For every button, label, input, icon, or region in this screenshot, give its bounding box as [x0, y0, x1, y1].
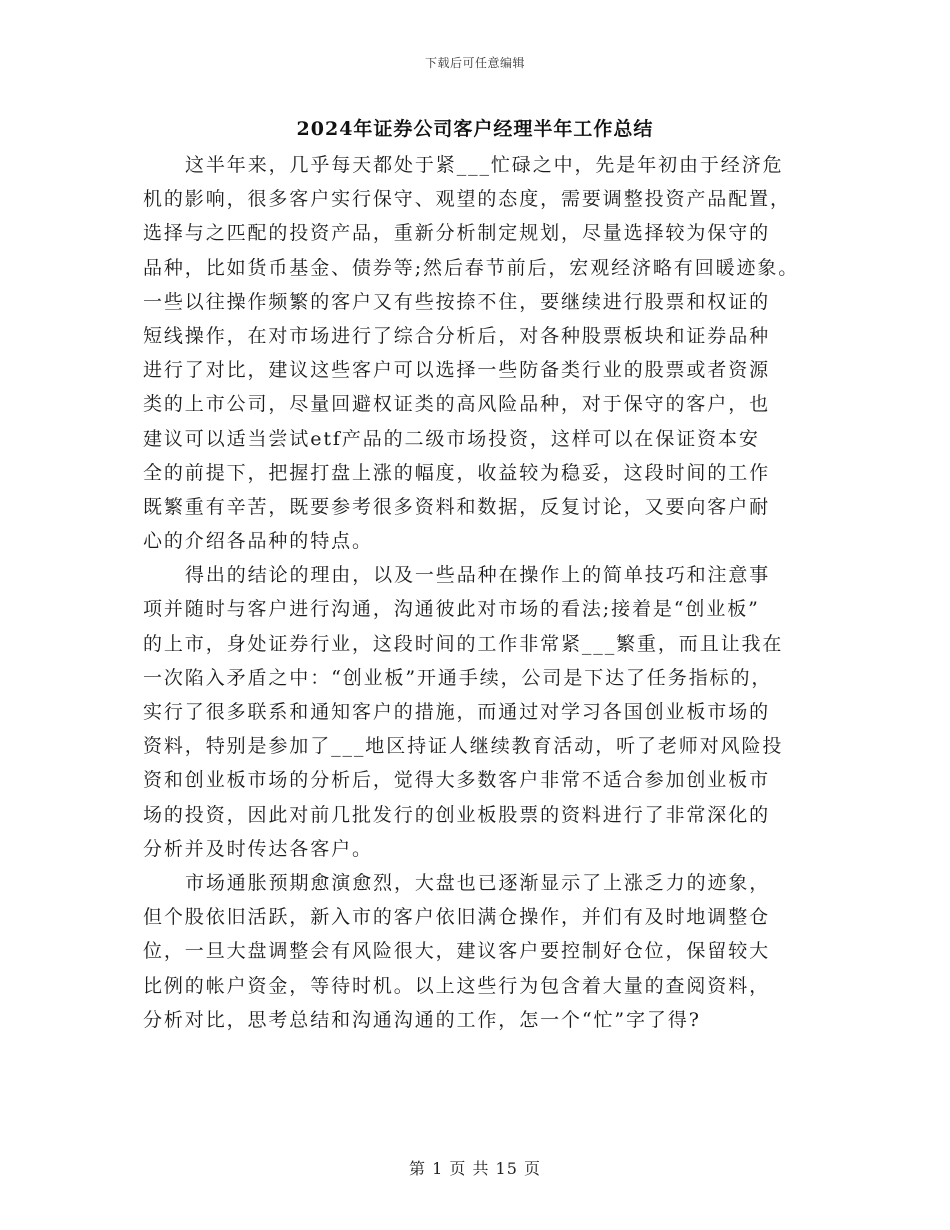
paragraph-line: 项并随时与客户进行沟通，沟通彼此对市场的看法;接着是“创业板”	[143, 598, 760, 621]
paragraph-line: 资料，特别是参加了___地区持证人继续教育活动，听了老师对风险投	[143, 735, 784, 758]
paragraph-line: 场的投资，因此对前几批发行的创业板股票的资料进行了非常深化的	[143, 803, 771, 826]
paragraph-line: 比例的帐户资金，等待时机。以上这些行为包含着大量的查阅资料，	[143, 974, 771, 997]
paragraph-3	[143, 866, 815, 1037]
paragraph-line: 但个股依旧活跃，新入市的客户依旧满仓操作，并们有及时地调整仓	[143, 906, 771, 929]
paragraph-2	[143, 558, 815, 866]
paragraph-line: 选择与之匹配的投资产品，重新分析制定规划，尽量选择较为保守的	[143, 222, 771, 245]
paragraph-line: 实行了很多联系和通知客户的措施，而通过对学习各国创业板市场的	[143, 701, 771, 723]
paragraph-line: 一次陷入矛盾之中：“创业板”开通手续，公司是下达了任务指标的，	[143, 666, 773, 689]
paragraph-line: 一些以往操作频繁的客户又有些按捺不住，要继续进行股票和权证的	[143, 290, 771, 313]
document-title: 2024年证券公司客户经理半年工作总结	[296, 118, 654, 140]
document-body	[143, 148, 815, 1037]
paragraph-line: 的上市，身处证券行业，这段时间的工作非常紧___繁重，而且让我在	[143, 632, 784, 655]
paragraph-line: 类的上市公司，尽量回避权证类的高风险品种，对于保守的客户，也	[143, 393, 771, 416]
paragraph-line: 短线操作，在对市场进行了综合分析后，对各种股票板块和证券品种	[143, 324, 771, 347]
paragraph-line: 机的影响，很多客户实行保守、观望的态度，需要调整投资产品配置，	[143, 188, 791, 211]
paragraph-line: 全的前提下，把握打盘上涨的幅度，收益较为稳妥，这段时间的工作	[143, 461, 771, 484]
paragraph-line: 得出的结论的理由，以及一些品种在操作上的简单技巧和注意事	[185, 564, 771, 587]
paragraph-line: 市场通胀预期愈演愈烈，大盘也已逐渐显示了上涨乏力的迹象，	[185, 871, 771, 894]
paragraph-line: 分析对比，思考总结和沟通沟通的工作，怎一个“忙”字了得?	[143, 1008, 701, 1031]
page-header-note: 下载后可任意编辑	[424, 56, 525, 70]
paragraph-line: 资和创业板市场的分析后，觉得大多数客户非常不适合参加创业板市	[143, 769, 771, 792]
page-number: 第 1 页 共 15 页	[409, 1159, 541, 1178]
paragraph-line: 既繁重有辛苦，既要参考很多资料和数据，反复讨论，又要向客户耐	[143, 495, 771, 518]
paragraph-line: 品种，比如货币基金、债券等;然后春节前后，宏观经济略有回暖迹象。	[143, 256, 800, 279]
paragraph-line: 建议可以适当尝试etf产品的二级市场投资，这样可以在保证资本安	[143, 427, 760, 450]
paragraph-line: 这半年来，几乎每天都处于紧___忙碌之中，先是年初由于经济危	[185, 154, 784, 176]
paragraph-line: 心的介绍各品种的特点。	[143, 530, 373, 553]
paragraph-line: 进行了对比，建议这些客户可以选择一些防备类行业的股票或者资源	[143, 359, 771, 382]
paragraph-1	[143, 148, 815, 558]
paragraph-line: 分析并及时传达各客户。	[143, 837, 373, 860]
paragraph-line: 位，一旦大盘调整会有风险很大，建议客户要控制好仓位，保留较大	[143, 940, 771, 963]
